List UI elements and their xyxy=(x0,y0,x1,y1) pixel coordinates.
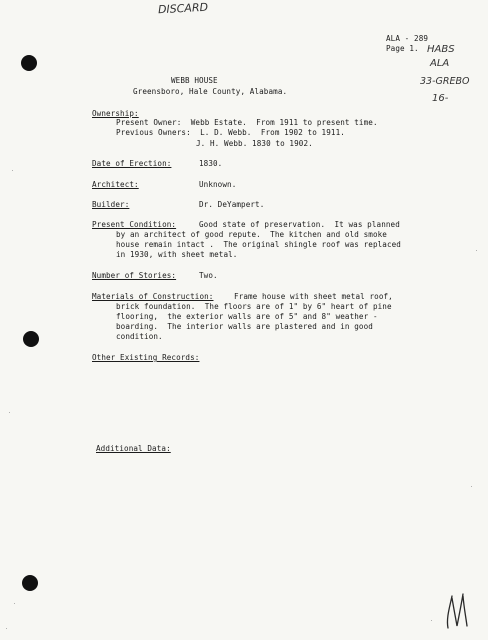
date-of-erection-label: Date of Erection: xyxy=(92,159,172,168)
scan-speck xyxy=(476,250,477,251)
builder-label: Builder: xyxy=(92,200,130,209)
punch-hole-bottom xyxy=(22,575,38,591)
reference-number: ALA - 289 xyxy=(386,34,429,43)
scan-speck xyxy=(12,170,13,171)
scan-speck xyxy=(14,603,15,604)
architect-label: Architect: xyxy=(92,180,139,189)
previous-owner-2: J. H. Webb. 1830 to 1902. xyxy=(196,139,313,148)
present-condition-line: Good state of preservation. It was planned xyxy=(199,220,400,229)
scan-speck xyxy=(9,412,10,413)
handwritten-code: 16- xyxy=(432,93,449,104)
present-condition-line: in 1930, with sheet metal. xyxy=(116,250,238,259)
materials-label: Materials of Construction: xyxy=(92,292,214,301)
number-of-stories-label: Number of Stories: xyxy=(92,271,177,280)
number-of-stories-value: Two. xyxy=(199,271,218,280)
punch-hole-middle xyxy=(23,331,39,347)
materials-line: Frame house with sheet metal roof, xyxy=(234,292,393,301)
materials-line: brick foundation. The floors are of 1" by 6" heart of pine xyxy=(116,302,392,311)
materials-line: condition. xyxy=(116,332,163,341)
ownership-label: Ownership: xyxy=(92,109,139,118)
handwritten-code: HABS xyxy=(427,44,455,55)
materials-line: boarding. The interior walls are plastered and in good xyxy=(116,322,373,331)
present-condition-line: by an architect of good repute. The kitchen and old smoke xyxy=(116,230,387,239)
present-condition-label: Present Condition: xyxy=(92,220,177,229)
materials-line: flooring, the exterior walls are of 5" and 8" weather - xyxy=(116,312,378,321)
previous-owner-1: Previous Owners: L. D. Webb. From 1902 to 1911. xyxy=(116,128,345,137)
other-records-label: Other Existing Records: xyxy=(92,353,200,362)
additional-data-label: Additional Data: xyxy=(96,444,171,453)
scan-speck xyxy=(471,486,472,487)
document-title: WEBB HOUSE xyxy=(171,76,218,85)
discard-stamp: DISCARD xyxy=(157,0,209,17)
handwritten-code: ALA xyxy=(430,58,450,69)
punch-hole-top xyxy=(21,55,37,71)
scan-speck xyxy=(431,620,432,621)
handwritten-code: 33-GREBO xyxy=(420,76,470,87)
date-of-erection-value: 1830. xyxy=(199,159,223,168)
handwritten-initials-mark xyxy=(442,588,472,632)
document-location: Greensboro, Hale County, Alabama. xyxy=(133,87,288,96)
builder-value: Dr. DeYampert. xyxy=(199,200,265,209)
present-condition-line: house remain intact . The original shingle roof was replaced xyxy=(116,240,401,249)
scan-speck xyxy=(6,628,7,629)
present-owner: Present Owner: Webb Estate. From 1911 to present time. xyxy=(116,118,378,127)
architect-value: Unknown. xyxy=(199,180,237,189)
page-number: Page 1. xyxy=(386,44,419,53)
